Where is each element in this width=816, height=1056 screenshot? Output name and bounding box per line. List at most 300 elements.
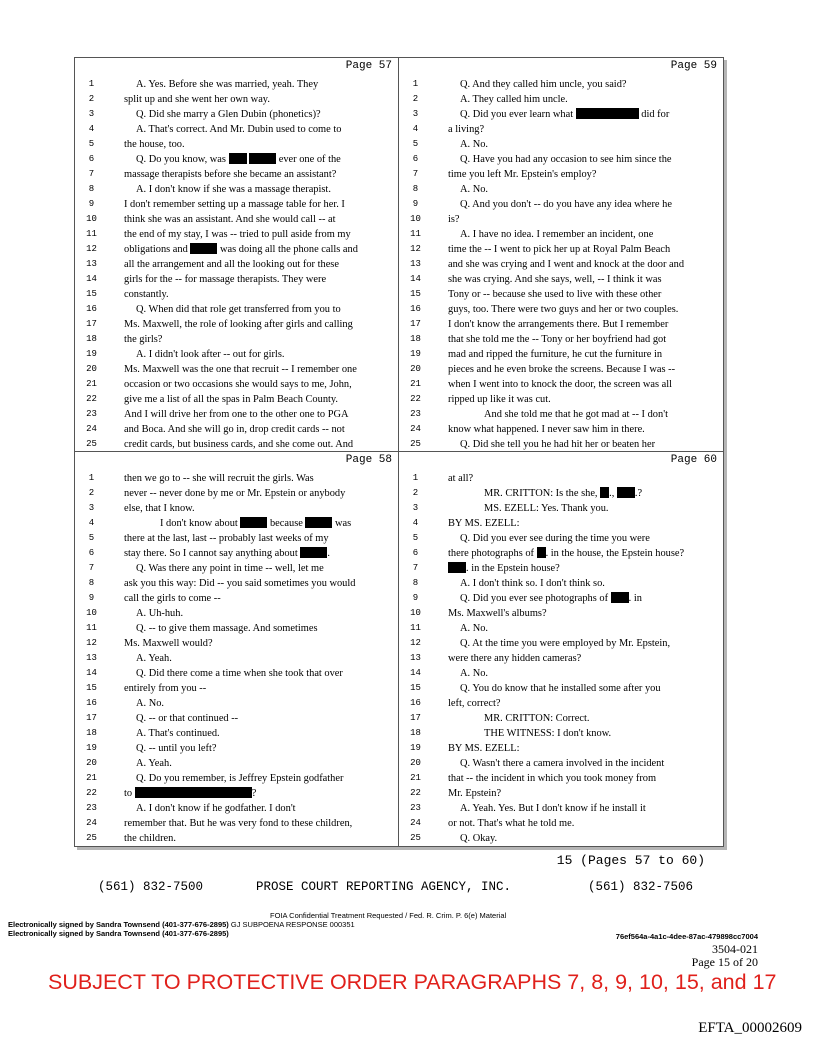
transcript-line	[75, 591, 398, 606]
line-text: A. I don't know if he godfather. I don't	[136, 803, 296, 814]
line-text: A. I don't know if she was a massage therapist.	[136, 184, 331, 195]
line-number: 18	[86, 728, 97, 738]
transcript-line	[75, 471, 398, 486]
line-number: 6	[88, 154, 95, 164]
redaction-box	[249, 153, 276, 164]
line-text: I don't know about because was	[160, 518, 352, 529]
line-text: the girls?	[124, 334, 163, 345]
line-text: the children.	[124, 833, 176, 844]
line-text: is?	[448, 214, 460, 225]
line-text: at all?	[448, 473, 474, 484]
transcript-line	[399, 407, 723, 422]
line-text: obligations and was doing all the phone calls and	[124, 244, 358, 255]
line-number: 16	[410, 304, 421, 314]
transcript-line	[399, 681, 723, 696]
line-text: A. No.	[460, 668, 488, 679]
line-number: 21	[410, 379, 421, 389]
line-text: Q. Did you ever see photographs of . in	[460, 593, 642, 604]
transcript-line	[399, 377, 723, 392]
line-text: MR. CRITTON: Is the she, ., .?	[484, 488, 643, 499]
redaction-box	[135, 787, 252, 798]
line-number: 4	[412, 518, 419, 528]
transcript-line	[75, 666, 398, 681]
line-text: Mr. Epstein?	[448, 788, 502, 799]
redaction-box	[448, 562, 466, 573]
transcript-line	[399, 606, 723, 621]
line-number: 14	[410, 668, 421, 678]
transcript-line	[75, 167, 398, 182]
line-text: to ?	[124, 788, 257, 799]
transcript-line	[75, 257, 398, 272]
transcript-line	[399, 756, 723, 771]
line-number: 25	[410, 833, 421, 843]
transcript-line	[399, 347, 723, 362]
redaction-box	[190, 243, 217, 254]
transcript-line	[75, 272, 398, 287]
phone-right: (561) 832-7506	[588, 880, 694, 894]
line-number: 9	[412, 593, 419, 603]
line-text: or not. That's what he told me.	[448, 818, 575, 829]
line-number: 2	[412, 488, 419, 498]
line-number: 18	[86, 334, 97, 344]
transcript-line	[399, 576, 723, 591]
line-text: stay there. So I cannot say anything about .	[124, 548, 330, 559]
line-number: 11	[86, 623, 97, 633]
line-number: 22	[410, 788, 421, 798]
line-text: entirely from you --	[124, 683, 207, 694]
transcript-line	[75, 302, 398, 317]
line-number: 11	[410, 229, 421, 239]
transcript-line	[399, 287, 723, 302]
line-text: give me a list of all the spas in Palm Beach County.	[124, 394, 339, 405]
line-text: A. That's correct. And Mr. Dubin used to come to	[136, 124, 342, 135]
line-number: 23	[410, 803, 421, 813]
line-number: 20	[410, 364, 421, 374]
transcript-line	[75, 621, 398, 636]
transcript-page-59	[399, 58, 723, 451]
transcript-line	[75, 786, 398, 801]
foia-stamp: FOIA Confidential Treatment Requested / Fed. R. Crim. P. 6(e) Material	[270, 911, 507, 920]
signature-line-1	[8, 920, 355, 929]
line-text: And she told me that he got mad at -- I don't	[484, 409, 668, 420]
subpoena-stamp: GJ SUBPOENA RESPONSE 000351	[230, 920, 355, 929]
page-number-label: Page 58	[345, 454, 392, 466]
transcript-line	[399, 636, 723, 651]
transcript-line	[75, 486, 398, 501]
line-text: time the -- I went to pick her up at Royal Palm Beach	[448, 244, 671, 255]
line-number: 5	[412, 533, 419, 543]
line-number: 17	[410, 319, 421, 329]
line-number: 17	[86, 319, 97, 329]
transcript-line	[399, 272, 723, 287]
transcript-line	[75, 242, 398, 257]
line-number: 10	[86, 214, 97, 224]
page-of-total: Page 15 of 20	[691, 955, 758, 969]
transcript-line	[399, 501, 723, 516]
transcript-line	[75, 197, 398, 212]
line-text: Q. At the time you were employed by Mr. Epstein,	[460, 638, 671, 649]
redaction-box	[600, 487, 609, 498]
redaction-box	[229, 153, 247, 164]
line-number: 15	[86, 683, 97, 693]
line-text: Ms. Maxwell, the role of looking after girls and calling	[124, 319, 353, 330]
line-number: 19	[410, 743, 421, 753]
transcript-line	[75, 422, 398, 437]
line-number: 21	[86, 379, 97, 389]
line-text: else, that I know.	[124, 503, 195, 514]
line-number: 19	[410, 349, 421, 359]
transcript-line	[75, 696, 398, 711]
line-text: massage therapists before she became an assistant?	[124, 169, 337, 180]
transcript-line	[75, 606, 398, 621]
line-text: split up and she went her own way.	[124, 94, 270, 105]
page-number-label: Page 60	[670, 454, 717, 466]
line-text: the house, too.	[124, 139, 185, 150]
line-text: Q. Did she marry a Glen Dubin (phonetics)?	[136, 109, 321, 120]
line-number: 9	[412, 199, 419, 209]
line-number: 22	[410, 394, 421, 404]
protective-order-notice: SUBJECT TO PROTECTIVE ORDER PARAGRAPHS 7, 8, 9, 10, 15, and 17	[48, 970, 777, 994]
transcript-line	[75, 546, 398, 561]
transcript-line	[399, 621, 723, 636]
line-text: time you left Mr. Epstein's employ?	[448, 169, 597, 180]
redaction-box	[305, 517, 332, 528]
transcript-line	[75, 332, 398, 347]
line-text: that -- the incident in which you took money from	[448, 773, 657, 784]
line-number: 23	[86, 409, 97, 419]
line-number: 13	[410, 653, 421, 663]
line-text: A. No.	[460, 184, 488, 195]
line-number: 12	[86, 638, 97, 648]
line-text: were there any hidden cameras?	[448, 653, 582, 664]
line-number: 2	[412, 94, 419, 104]
line-number: 8	[88, 184, 95, 194]
line-text: A. No.	[136, 698, 164, 709]
line-number: 14	[86, 668, 97, 678]
line-number: 15	[86, 289, 97, 299]
line-number: 4	[88, 518, 95, 528]
line-text: Q. -- or that continued --	[136, 713, 239, 724]
line-text: and she was crying and I went and knock at the door and	[448, 259, 685, 270]
transcript-line	[75, 212, 398, 227]
line-text: when I went into to knock the door, the screen was all	[448, 379, 673, 390]
transcript-line	[75, 516, 398, 531]
line-number: 3	[412, 109, 419, 119]
line-number: 1	[412, 79, 419, 89]
line-text: Q. Was there any point in time -- well, let me	[136, 563, 324, 574]
transcript-line	[399, 92, 723, 107]
transcript-line	[75, 651, 398, 666]
transcript-line	[399, 167, 723, 182]
line-number: 9	[88, 199, 95, 209]
line-text: A. No.	[460, 139, 488, 150]
line-number: 22	[86, 788, 97, 798]
line-text: A. Yeah.	[136, 653, 172, 664]
page-number-label: Page 57	[345, 60, 392, 72]
transcript-line	[399, 651, 723, 666]
transcript-line	[75, 287, 398, 302]
line-number: 10	[86, 608, 97, 618]
transcript-line	[399, 317, 723, 332]
transcript-line	[399, 591, 723, 606]
line-text: Q. You do know that he installed some after you	[460, 683, 661, 694]
line-text: A. No.	[460, 623, 488, 634]
transcript-line	[399, 227, 723, 242]
transcript-line	[399, 711, 723, 726]
line-number: 13	[86, 653, 97, 663]
line-text: Q. And you don't -- do you have any idea where he	[460, 199, 672, 210]
line-number: 12	[410, 244, 421, 254]
line-number: 3	[88, 109, 95, 119]
line-text: A. Yeah. Yes. But I don't know if he install it	[460, 803, 646, 814]
transcript-line	[399, 696, 723, 711]
line-number: 21	[86, 773, 97, 783]
line-number: 5	[412, 139, 419, 149]
line-text: think she was an assistant. And she would call -- at	[124, 214, 336, 225]
line-text: A. Uh-huh.	[136, 608, 184, 619]
line-text: Tony or -- because she used to live with these other	[448, 289, 662, 300]
line-text: Q. Wasn't there a camera involved in the incident	[460, 758, 665, 769]
line-number: 7	[88, 563, 95, 573]
line-number: 18	[410, 728, 421, 738]
line-number: 3	[412, 503, 419, 513]
line-text: all the arrangement and all the looking out for these	[124, 259, 339, 270]
agency-name: PROSE COURT REPORTING AGENCY, INC.	[256, 880, 512, 894]
transcript-line	[75, 531, 398, 546]
line-number: 24	[86, 424, 97, 434]
line-text: girls for the -- for massage therapists. They were	[124, 274, 327, 285]
transcript-line	[75, 122, 398, 137]
transcript-line	[399, 362, 723, 377]
line-text: Q. Did you ever learn what did for	[460, 109, 670, 120]
transcript-line	[75, 317, 398, 332]
transcript-line	[399, 137, 723, 152]
line-text: then we go to -- she will recruit the girls. Was	[124, 473, 314, 484]
transcript-line	[399, 197, 723, 212]
document-hash: 76ef564a-4a1c-4dee-87ac-479898cc7004	[615, 932, 758, 941]
line-text: Ms. Maxwell would?	[124, 638, 213, 649]
line-number: 15	[410, 289, 421, 299]
transcript-line	[75, 152, 398, 167]
transcript-line	[75, 756, 398, 771]
line-number: 2	[88, 488, 95, 498]
transcript-line	[75, 711, 398, 726]
line-number: 7	[412, 169, 419, 179]
line-number: 11	[410, 623, 421, 633]
line-number: 16	[86, 698, 97, 708]
line-number: 13	[410, 259, 421, 269]
transcript-line	[399, 437, 723, 452]
line-number: 9	[88, 593, 95, 603]
line-number: 1	[88, 473, 95, 483]
transcript-line	[399, 302, 723, 317]
line-text: remember that. But he was very fond to these children,	[124, 818, 353, 829]
line-number: 16	[86, 304, 97, 314]
transcript-page-60	[399, 452, 723, 846]
line-number: 5	[88, 533, 95, 543]
line-number: 24	[410, 818, 421, 828]
line-number: 10	[410, 214, 421, 224]
line-text: ripped up like it was cut.	[448, 394, 551, 405]
transcript-line	[399, 486, 723, 501]
pages-summary: 15 (Pages 57 to 60)	[556, 853, 705, 868]
line-number: 24	[86, 818, 97, 828]
line-number: 17	[86, 713, 97, 723]
transcript-line	[399, 471, 723, 486]
signature-line-2: Electronically signed by Sandra Townsend (401-377-676-2895)	[8, 929, 229, 938]
line-number: 10	[410, 608, 421, 618]
line-text: Q. When did that role get transferred from you to	[136, 304, 341, 315]
transcript-line	[75, 741, 398, 756]
line-text: Q. Did there come a time when she took that over	[136, 668, 343, 679]
transcript-line	[399, 516, 723, 531]
line-text: that she told me the -- Tony or her boyfriend had got	[448, 334, 667, 345]
transcript-line	[75, 92, 398, 107]
line-text: A. Yeah.	[136, 758, 172, 769]
transcript-line	[75, 636, 398, 651]
line-text: A. I didn't look after -- out for girls.	[136, 349, 285, 360]
line-text: I don't remember setting up a massage table for her. I	[124, 199, 345, 210]
line-text: she was crying. And she says, well, -- I think it was	[448, 274, 662, 285]
line-number: 5	[88, 139, 95, 149]
transcript-line	[399, 666, 723, 681]
transcript-line	[399, 816, 723, 831]
line-number: 20	[86, 364, 97, 374]
line-text: Ms. Maxwell's albums?	[448, 608, 547, 619]
line-number: 7	[88, 169, 95, 179]
line-number: 25	[86, 833, 97, 843]
line-text: And I will drive her from one to the other one to PGA	[124, 409, 349, 420]
line-text: guys, too. There were two guys and her or two couples.	[448, 304, 679, 315]
line-number: 3	[88, 503, 95, 513]
line-text: occasion or two occasions she would says to me, John,	[124, 379, 352, 390]
line-number: 18	[410, 334, 421, 344]
line-number: 12	[86, 244, 97, 254]
transcript-line	[399, 831, 723, 846]
transcript-line	[399, 212, 723, 227]
transcript-line	[75, 107, 398, 122]
line-text: MR. CRITTON: Correct.	[484, 713, 590, 724]
line-text: Q. Do you know, was ever one of the	[136, 154, 341, 165]
line-text: Ms. Maxwell was the one that recruit -- I remember one	[124, 364, 357, 375]
line-number: 6	[88, 548, 95, 558]
transcript-line	[399, 771, 723, 786]
transcript-line	[399, 182, 723, 197]
line-number: 17	[410, 713, 421, 723]
line-number: 25	[410, 439, 421, 449]
line-text: Q. -- to give them massage. And sometimes	[136, 623, 318, 634]
transcript-line	[399, 122, 723, 137]
line-number: 11	[86, 229, 97, 239]
redaction-box	[240, 517, 267, 528]
line-number: 8	[412, 578, 419, 588]
line-number: 8	[412, 184, 419, 194]
transcript-line	[399, 152, 723, 167]
transcript-line	[399, 531, 723, 546]
line-text: A. Yes. Before she was married, yeah. They	[136, 79, 319, 90]
efta-number: EFTA_00002609	[698, 1020, 802, 1036]
line-text: Q. Okay.	[460, 833, 498, 844]
line-text: Q. Did you ever see during the time you were	[460, 533, 650, 544]
transcript-line	[75, 227, 398, 242]
line-text: Q. Did she tell you he had hit her or beaten her	[460, 439, 656, 450]
line-number: 7	[412, 563, 419, 573]
line-number: 1	[88, 79, 95, 89]
redaction-box	[537, 547, 546, 558]
transcript-page-58	[75, 452, 398, 846]
transcript-line	[75, 561, 398, 576]
transcript-line	[75, 347, 398, 362]
line-text: A. They called him uncle.	[460, 94, 568, 105]
line-text: the end of my stay, I was -- tried to pull aside from my	[124, 229, 351, 240]
line-text: call the girls to come --	[124, 593, 221, 604]
transcript-line	[75, 362, 398, 377]
line-text: know what happened. I never saw him in there.	[448, 424, 645, 435]
document-number: 3504-021	[712, 942, 758, 956]
transcript-line	[75, 392, 398, 407]
line-text: constantly.	[124, 289, 169, 300]
transcript-line	[399, 726, 723, 741]
line-number: 20	[410, 758, 421, 768]
transcript-line	[75, 801, 398, 816]
line-text: A. I don't think so. I don't think so.	[460, 578, 605, 589]
line-number: 1	[412, 473, 419, 483]
line-number: 19	[86, 743, 97, 753]
line-text: I don't know the arrangements there. But I remember	[448, 319, 669, 330]
line-text: there at the last, last -- probably last weeks of my	[124, 533, 329, 544]
transcript-line	[399, 392, 723, 407]
transcript-line	[399, 332, 723, 347]
transcript-line	[75, 77, 398, 92]
line-number: 20	[86, 758, 97, 768]
transcript-line	[399, 546, 723, 561]
transcript-line	[75, 501, 398, 516]
transcript-line	[75, 182, 398, 197]
line-number: 23	[410, 409, 421, 419]
transcript-line	[399, 741, 723, 756]
line-text: credit cards, but business cards, and she come out. And	[124, 439, 354, 450]
line-text: never -- never done by me or Mr. Epstein or anybody	[124, 488, 346, 499]
redaction-box	[611, 592, 629, 603]
transcript-line	[75, 137, 398, 152]
line-text: BY MS. EZELL:	[448, 518, 520, 529]
line-number: 14	[86, 274, 97, 284]
line-text: . in the Epstein house?	[448, 561, 721, 576]
transcript-line	[75, 726, 398, 741]
redaction-box	[300, 547, 327, 558]
line-number: 25	[86, 439, 97, 449]
transcript-line	[75, 437, 398, 452]
line-number: 2	[88, 94, 95, 104]
line-number: 8	[88, 578, 95, 588]
transcript-line	[399, 107, 723, 122]
line-number: 13	[86, 259, 97, 269]
transcript-line	[75, 681, 398, 696]
line-text: A. That's continued.	[136, 728, 220, 739]
line-number: 24	[410, 424, 421, 434]
transcript-line	[399, 801, 723, 816]
signed-by-text-1: Electronically signed by Sandra Townsend (401-377-676-2895)	[8, 920, 229, 929]
transcript-line	[399, 257, 723, 272]
redaction-box	[617, 487, 635, 498]
transcript-line	[75, 377, 398, 392]
line-text: THE WITNESS: I don't know.	[484, 728, 612, 739]
line-text: and Boca. And she will go in, drop credit cards -- not	[124, 424, 345, 435]
line-number: 6	[412, 154, 419, 164]
line-text: pieces and he even broke the screens. Because I was --	[448, 364, 676, 375]
transcript-line	[75, 407, 398, 422]
transcript-line	[75, 831, 398, 846]
